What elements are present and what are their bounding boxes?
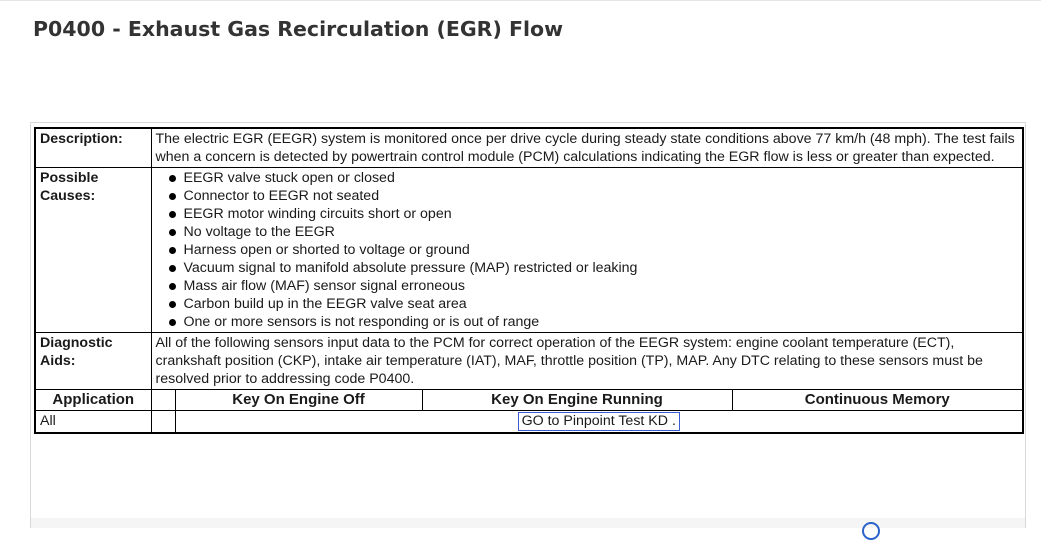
koer-header: Key On Engine Running	[422, 390, 732, 411]
continuous-memory-header: Continuous Memory	[732, 390, 1023, 411]
page-title: P0400 - Exhaust Gas Recirculation (EGR) Flow	[33, 17, 564, 41]
application-header-row	[35, 390, 1023, 411]
cause-item: EEGR motor winding circuits short or open	[168, 205, 1019, 223]
cause-item: Harness open or shorted to voltage or ground	[168, 241, 1019, 259]
dtc-info-table	[34, 127, 1024, 434]
possible-causes-label-line1: Possible	[40, 170, 99, 186]
pinpoint-cell	[175, 411, 1023, 434]
diagnostic-aids-label-line1: Diagnostic	[40, 335, 113, 351]
empty-value-cell	[151, 411, 175, 434]
diagnostic-aids-row	[35, 333, 1023, 390]
possible-causes-list	[156, 169, 1019, 331]
description-text: The electric EGR (EEGR) system is monitored once per drive cycle during steady state conditions above 77 km/h (48 mph). The test fails when a concern is detected by powertrain control module (PCM) calculations indicating the EGR flow is less or greater than expected.	[151, 128, 1023, 168]
cause-item: Connector to EEGR not seated	[168, 187, 1019, 205]
application-all-row	[35, 411, 1023, 434]
description-label: Description:	[35, 128, 151, 168]
cause-item: EEGR valve stuck open or closed	[168, 169, 1019, 187]
possible-causes-cell	[151, 168, 1023, 333]
diagnostic-aids-label	[35, 333, 151, 390]
top-divider	[0, 0, 1041, 1]
diagnostic-aids-label-line2: Aids:	[40, 353, 76, 369]
cause-item: Mass air flow (MAF) sensor signal erroneous	[168, 277, 1019, 295]
cause-item: One or more sensors is not responding or is out of range	[168, 313, 1019, 331]
pinpoint-test-link[interactable]: GO to Pinpoint Test KD .	[518, 412, 680, 431]
diagnostic-aids-text: All of the following sensors input data to the PCM for correct operation of the EEGR system: engine coolant temperature (ECT), crankshaft position (CKP), intake air temperature (IAT), MAF, throttle position (TP), MAP. Any DTC relating to these sensors must be resolved prior to addressing code P0400.	[151, 333, 1023, 390]
koeo-header: Key On Engine Off	[175, 390, 422, 411]
empty-header-cell	[151, 390, 175, 411]
application-value: All	[35, 411, 151, 434]
cause-item: Vacuum signal to manifold absolute pressure (MAP) restricted or leaking	[168, 259, 1019, 277]
description-row	[35, 128, 1023, 168]
help-circle-icon[interactable]	[862, 522, 880, 540]
possible-causes-label-line2: Causes:	[40, 188, 96, 204]
cause-item: No voltage to the EEGR	[168, 223, 1019, 241]
cause-item: Carbon build up in the EEGR valve seat area	[168, 295, 1019, 313]
possible-causes-label	[35, 168, 151, 333]
possible-causes-row	[35, 168, 1023, 333]
application-header: Application	[35, 390, 151, 411]
